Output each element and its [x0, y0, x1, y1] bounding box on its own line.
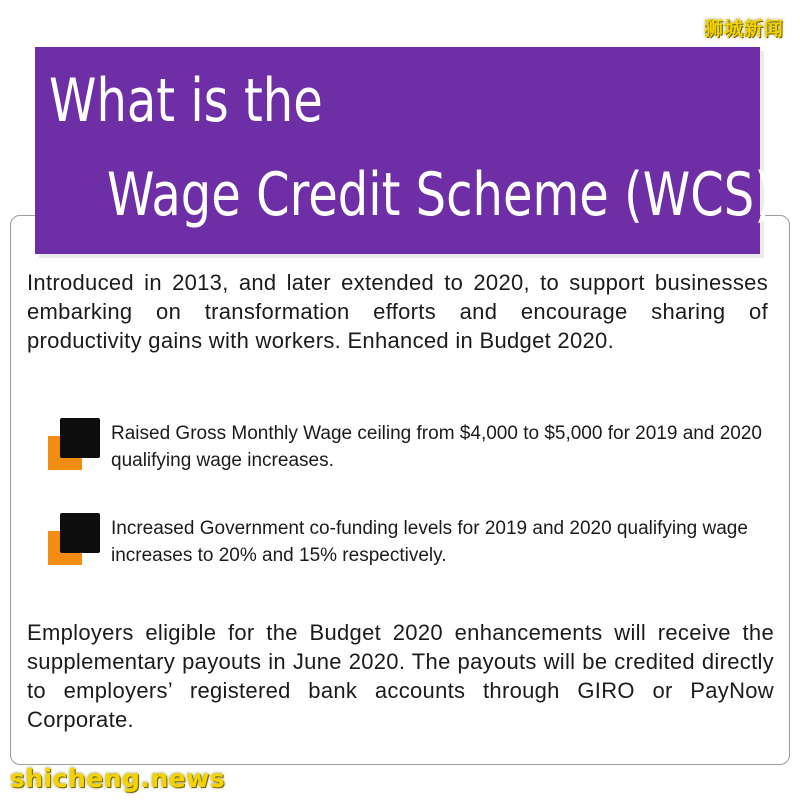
outro-paragraph: Employers eligible for the Budget 2020 enhancements will receive the supplementary payouts in June 2020. The payouts will be credited directly to employers’ registered bank accounts through GIRO or PayNow Corporate.	[27, 620, 774, 732]
watermark-top: 狮城新闻	[703, 18, 784, 40]
title-line-1: What is the	[49, 66, 323, 136]
watermark-bottom: shicheng.news	[10, 764, 226, 793]
bullet-text: Increased Government co-funding levels for 2019 and 2020 qualifying wage increases to 20% and 15% respectively.	[111, 518, 748, 566]
title-line-2: Wage Credit Scheme (WCS)?	[107, 160, 799, 230]
intro-paragraph: Introduced in 2013, and later extended to 2020, to support businesses embarking on transformation efforts and encourage sharing of productivity gains with workers. Enhanced in Budget 2020.	[27, 270, 768, 353]
black-square-icon	[60, 418, 100, 458]
black-square-icon	[60, 513, 100, 553]
square-bullet-icon	[48, 513, 104, 573]
square-bullet-icon	[48, 418, 104, 478]
title-banner	[35, 47, 799, 254]
bullet-text: Raised Gross Monthly Wage ceiling from $4,000 to $5,000 for 2019 and 2020 qualifying wage increases.	[111, 423, 762, 471]
